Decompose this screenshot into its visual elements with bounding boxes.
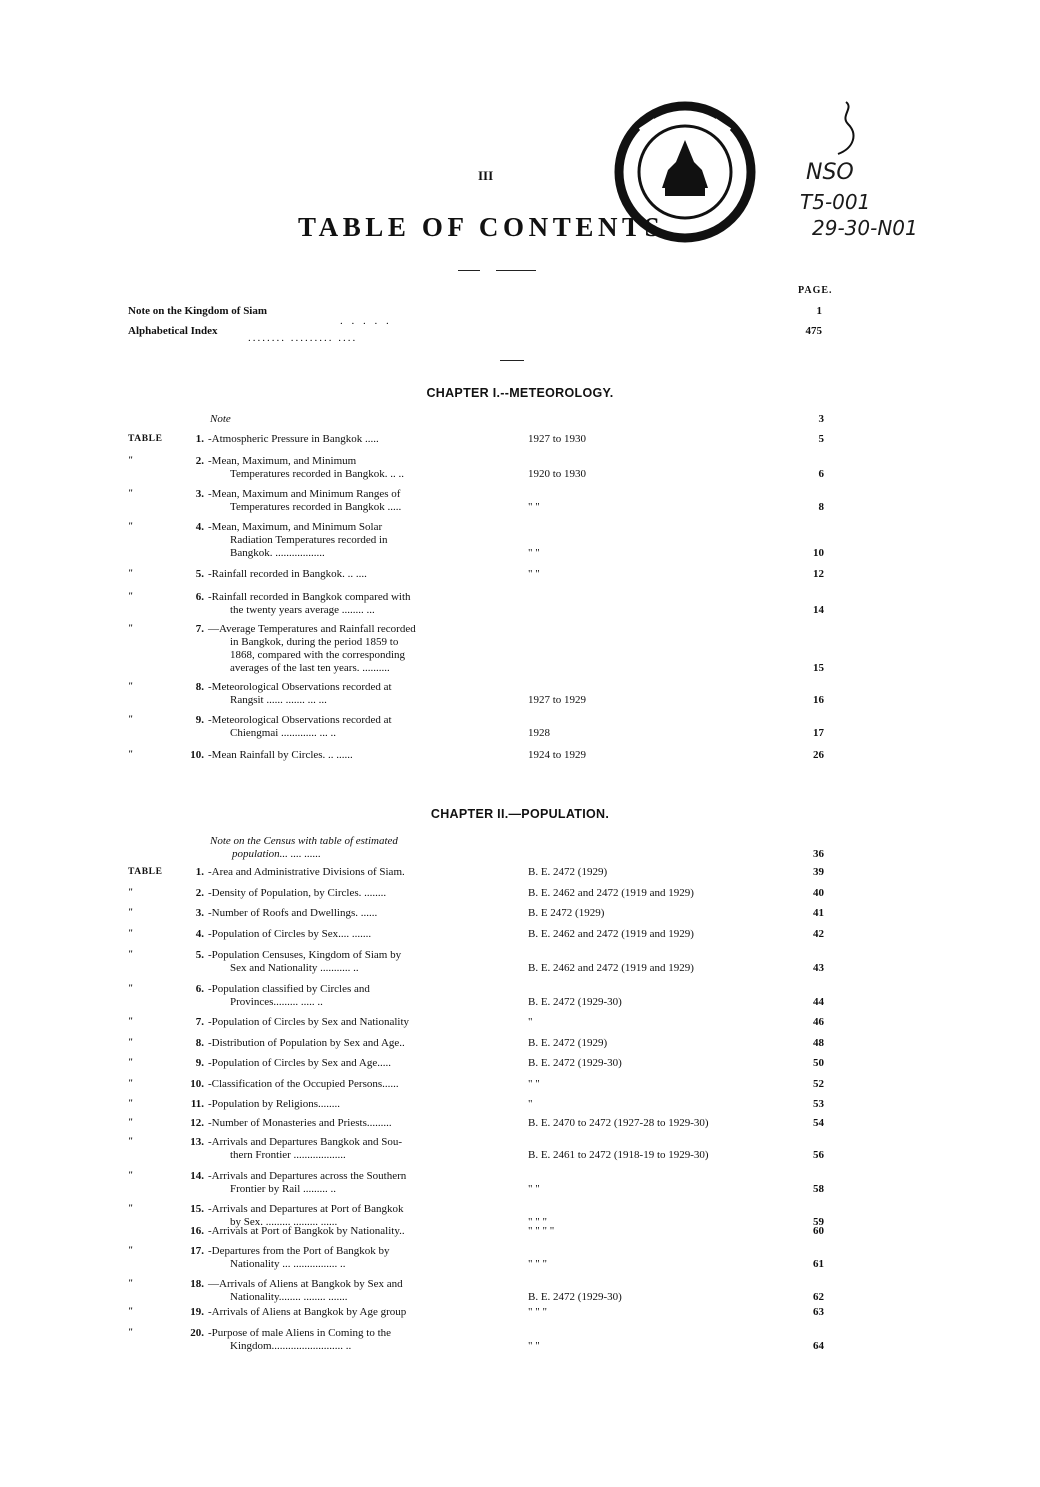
toc-row-label: " (128, 950, 134, 960)
toc-period: B. E. 2470 to 2472 (1927-28 to 1929-30) (528, 1117, 709, 1129)
toc-title-line: the twenty years average ........ ... (230, 604, 375, 616)
toc-title-line: -Rainfall recorded in Bangkok compared with (208, 591, 411, 603)
toc-title-line: -Distribution of Population by Sex and Age.. (208, 1037, 405, 1049)
toc-table-title (208, 1306, 538, 1319)
toc-page: 6 (818, 468, 824, 480)
toc-period: B. E. 2472 (1929) (528, 866, 608, 878)
toc-table-title (208, 1278, 538, 1304)
toc-table-title (208, 488, 538, 514)
toc-title-line: -Arrivals and Departures at Port of Bangkok (208, 1203, 404, 1215)
toc-table-title (208, 1117, 538, 1130)
toc-page: 50 (813, 1057, 824, 1069)
toc-row-label: " (128, 1307, 134, 1317)
toc-table-title (208, 983, 538, 1009)
handwritten-ref-line2: T5-001 (800, 190, 871, 214)
intro-entry (128, 325, 822, 337)
toc-table-title (208, 1016, 538, 1029)
toc-title-line: -Meteorological Observations recorded at (208, 714, 392, 726)
toc-table-number: 15. (190, 1203, 204, 1215)
toc-row-label: " (128, 750, 134, 760)
toc-table-number: 14. (190, 1170, 204, 1182)
toc-page: 3 (818, 413, 824, 425)
toc-period: B. E 2472 (1929) (528, 907, 605, 919)
toc-period: 1924 to 1929 (528, 749, 587, 761)
toc-table-number: 7. (195, 1016, 204, 1028)
toc-title-line: -Number of Roofs and Dwellings. ...... (208, 907, 378, 919)
toc-page: 39 (813, 866, 824, 878)
toc-table-number: 16. (190, 1225, 204, 1237)
toc-period: " " " (528, 1306, 547, 1318)
toc-title-line: 1868, compared with the corresponding (230, 649, 406, 661)
toc-table-number: 6. (195, 983, 204, 995)
toc-page: 8 (818, 501, 824, 513)
document-page: III TABLE OF CONTENTS NSO T5-001 29-30-N01 PAGE. Note on the Kingdom of Siam 1 Alphabetical Index 475 . . . . . ........ ......... .... CHAPTER I.--METEOROLOGY. Note 3 TABLE 1. -Atmospheric Pressure in Bangkok ..... 1927 to 1930 5 " 2. -Mean, Maximum, and Minimum Temperatures recorded in Bangkok. .. .. 1920 to 1930 6 " 3. -Mean, Maximum and Minimum Ranges of Temperatures recorded in Bangkok ..... " " 8 " 4. -Mean, Maximum, and Minimum Solar Radiation Temperatures recorded in Bangkok. .................. " " 10 " 5. -Rainfall recorded in Bangkok. .. .... " " 12 " 6. -Rainfall recorded in Bangkok compared with the twenty years average ........ ... 14 " 7. —Average Temperatures and Rainfall recorded in Bangkok, during the period 1859 to 1868, compared with the corresponding averages of the last ten years. .......... 15 " 8. -Meteorological Observations recorded at Rangsit ...... ....... ... ... 1927 to 1929 16 " 9. -Meteorological Observations recorded at Chiengmai ............. ... .. 1928 17 " 10. -Mean Rainfall by Circles. .. ...... 1924 to 1929 26 CHAPTER II.—POPULATION. Note on the Census with table of estimated population... .... ...... 36 TABLE 1. -Area and Administrative Divisions of Siam. B. E. 2472 (1929) 39 " 2. -Density of Population, by Circles. ........ B. E. 2462 and 2472 (1919 and 1929) 40 " 3. -Number of Roofs and Dwellings. ...... B. E 2472 (1929) 41 " 4. -Population of Circles by Sex.... ....... B. E. 2462 and 2472 (1919 and 1929) 42 " 5. -Population Censuses, Kingdom of Siam by Sex and Nationality ........... .. B. E. 2462 and 2472 (1919 and 1929) 43 " 6. -Population classified by Circles and Provinces......... ..... .. B. E. 2472 (1929-30) 44 " 7. -Population of Circles by Sex and Nationality " 46 " 8. -Distribution of Population by Sex and Age.. B. E. 2472 (1929) 48 " 9. -Population of Circles by Sex and Age..... B. E. 2472 (1929-30) 50 " 10. -Classification of the Occupied Persons...... " " 52 " 11. -Population by Religions........ " 53 " 12. -Number of Monasteries and Priests......... B. E. 2470 to 2472 (1927-28 to 1929-30) 54 " 13. -Arrivals and Departures Bangkok and Sou- thern Frontier ................... B. E. 2461 to 2472 (1918-19 to 1929-30) 56 " 14. -Arrivals and Departures across the Southern Frontier by Rail ......... .. " " 58 " 15. -Arrivals and Departures at Port of Bangkok by Sex. ......... ......... ...... " " " 59 16. -Arrivals at Port of Bangkok by Nationality.. " " " " 60 " 17. -Departures from the Port of Bangkok by Nationality ... ................ .. " " " 61 " 18. —Arrivals of Aliens at Bangkok by Sex and Nationality........ ........ ....... B. E. 2472 (1929-30) 62 " 19. -Arrivals of Aliens at Bangkok by Age group " " " 63 " 20. -Purpose of male Aliens in Coming to the Kingdom.......................... .. " " 64 (0, 0, 1040, 1487)
toc-page: 10 (813, 547, 824, 559)
toc-table-title (208, 1037, 538, 1050)
toc-title-line: in Bangkok, during the period 1859 to (230, 636, 399, 648)
toc-table-title (208, 1136, 538, 1162)
chapter-heading: CHAPTER I.--METEOROLOGY. (426, 386, 614, 400)
page-number-roman: III (478, 168, 494, 183)
toc-table-title (208, 1170, 538, 1196)
toc-title-line: -Meteorological Observations recorded at (208, 681, 392, 693)
toc-title-line: -Mean Rainfall by Circles. .. ...... (208, 749, 353, 761)
toc-page: 42 (813, 928, 824, 940)
toc-table-number: 1. (195, 866, 204, 878)
toc-row-label: " (128, 888, 134, 898)
toc-title-line: Frontier by Rail ......... .. (230, 1183, 337, 1195)
toc-table-title (208, 591, 538, 617)
toc-page: 52 (813, 1078, 824, 1090)
toc-table-title (208, 1057, 538, 1070)
toc-table-title (208, 568, 538, 581)
toc-title-line: Radiation Temperatures recorded in (230, 534, 388, 546)
toc-table-number: 19. (190, 1306, 204, 1318)
toc-period: " (528, 1098, 533, 1110)
toc-period: B. E. 2472 (1929-30) (528, 996, 622, 1008)
toc-row-label: " (128, 1279, 134, 1289)
toc-title-line: -Rainfall recorded in Bangkok. .. .... (208, 568, 367, 580)
toc-title-line: -Arrivals at Port of Bangkok by Nationality.. (208, 1225, 405, 1237)
toc-page: 43 (813, 962, 824, 974)
toc-page: 63 (813, 1306, 824, 1318)
toc-row-label: " (128, 592, 134, 602)
toc-table-number: 4. (195, 928, 204, 940)
toc-table-number: 1. (195, 433, 204, 445)
toc-period: 1927 to 1930 (528, 433, 587, 445)
toc-title-line: -Population of Circles by Sex and Nationality (208, 1016, 410, 1028)
toc-table-title (208, 949, 538, 975)
toc-row-label: " (128, 1038, 134, 1048)
toc-table-number: 9. (195, 714, 204, 726)
toc-title-line: -Mean, Maximum, and Minimum Solar (208, 521, 383, 533)
toc-page: 17 (813, 727, 824, 739)
toc-title-line: averages of the last ten years. .......... (230, 662, 390, 674)
toc-page: 59 (813, 1216, 824, 1228)
toc-page: 44 (813, 996, 824, 1008)
toc-page: 26 (813, 749, 824, 761)
toc-title-line: -Arrivals and Departures across the Southern (208, 1170, 407, 1182)
toc-table-number: 17. (190, 1245, 204, 1257)
toc-title-line: -Arrivals and Departures Bangkok and Sou- (208, 1136, 402, 1148)
toc-title-line: thern Frontier ................... (230, 1149, 346, 1161)
divider (500, 360, 524, 361)
toc-table-title (208, 1245, 538, 1271)
toc-row-label: " (128, 456, 134, 466)
toc-table-number: 9. (195, 1057, 204, 1069)
toc-row-label: " (128, 522, 134, 532)
toc-table-title (208, 866, 538, 879)
toc-title-line: —Average Temperatures and Rainfall recorded (208, 623, 416, 635)
toc-title-line: Chiengmai ............. ... .. (230, 727, 337, 739)
toc-table-number: 6. (195, 591, 204, 603)
toc-row-label: " (128, 1099, 134, 1109)
toc-table-number: 13. (190, 1136, 204, 1148)
toc-title-line: Bangkok. .................. (230, 547, 325, 559)
toc-page: 15 (813, 662, 824, 674)
toc-title-line: -Mean, Maximum, and Minimum (208, 455, 357, 467)
toc-table-title (208, 714, 538, 740)
toc-page: 62 (813, 1291, 824, 1303)
toc-table-title (208, 928, 538, 941)
intro-entry-page: 475 (805, 325, 822, 337)
toc-row-label: " (128, 1017, 134, 1027)
toc-period: B. E. 2472 (1929) (528, 1037, 608, 1049)
toc-title-line: by Sex. ......... ......... ...... (230, 1216, 338, 1228)
toc-note-text (210, 835, 540, 861)
toc-table-number: 8. (195, 1037, 204, 1049)
handwritten-ref-line3: 29-30-N01 (812, 216, 918, 240)
toc-title-line: -Classification of the Occupied Persons...... (208, 1078, 399, 1090)
toc-row-label: " (128, 1246, 134, 1256)
toc-period: B. E. 2472 (1929-30) (528, 1057, 622, 1069)
toc-page: 36 (813, 848, 824, 860)
toc-note-text: Note (210, 413, 231, 425)
divider (496, 270, 536, 271)
toc-table-title (208, 1098, 538, 1111)
toc-title-line: Kingdom.......................... .. (230, 1340, 352, 1352)
toc-row-label: " (128, 929, 134, 939)
toc-row-label: " (128, 1204, 134, 1214)
intro-entry-text: Alphabetical Index (128, 325, 218, 337)
handwritten-ref-line1: NSO (806, 160, 854, 185)
toc-table-title (208, 1078, 538, 1091)
divider (458, 270, 480, 271)
chapter-heading: CHAPTER II.—POPULATION. (430, 807, 610, 821)
toc-period: " " (528, 501, 540, 513)
toc-table-number: 7. (195, 623, 204, 635)
toc-row-label: " (128, 1171, 134, 1181)
toc-row-label: " (128, 1328, 134, 1338)
toc-period: 1927 to 1929 (528, 694, 587, 706)
toc-page: 12 (813, 568, 824, 580)
toc-table-number: 5. (195, 568, 204, 580)
intro-entry (128, 305, 822, 317)
toc-page: 56 (813, 1149, 824, 1161)
toc-table-title (208, 749, 538, 762)
toc-title-line: -Population of Circles by Sex and Age..... (208, 1057, 392, 1069)
toc-table-number: 3. (195, 907, 204, 919)
toc-title-line: -Population classified by Circles and (208, 983, 370, 995)
toc-row-label: " (128, 569, 134, 579)
toc-table-title (208, 907, 538, 920)
toc-title-line: Nationality........ ........ ....... (230, 1291, 348, 1303)
toc-title-line: Provinces......... ..... .. (230, 996, 323, 1008)
toc-table-title (208, 681, 538, 707)
toc-title-line: Nationality ... ................ .. (230, 1258, 346, 1270)
toc-row-label: " (128, 984, 134, 994)
toc-title-line: -Arrivals of Aliens at Bangkok by Age group (208, 1306, 407, 1318)
toc-page: 64 (813, 1340, 824, 1352)
toc-table-number: 3. (195, 488, 204, 500)
toc-table-number: 12. (190, 1117, 204, 1129)
toc-table-number: 5. (195, 949, 204, 961)
toc-period: B. E. 2461 to 2472 (1918-19 to 1929-30) (528, 1149, 709, 1161)
toc-period: " " " (528, 1258, 547, 1270)
toc-period: " " (528, 1340, 540, 1352)
toc-row-label: " (128, 1058, 134, 1068)
toc-title-line: -Purpose of male Aliens in Coming to the (208, 1327, 392, 1339)
toc-title-line: -Area and Administrative Divisions of Siam. (208, 866, 405, 878)
toc-title-line: Temperatures recorded in Bangkok ..... (230, 501, 402, 513)
handwritten-mark-icon (828, 98, 868, 160)
toc-row-label: " (128, 908, 134, 918)
toc-table-number: 20. (190, 1327, 204, 1339)
toc-page: 61 (813, 1258, 824, 1270)
toc-title-line: -Departures from the Port of Bangkok by (208, 1245, 390, 1257)
toc-table-title (208, 455, 538, 481)
toc-title-line: -Density of Population, by Circles. ........ (208, 887, 387, 899)
toc-table-title (208, 887, 538, 900)
toc-title-line: -Population of Circles by Sex.... ....... (208, 928, 372, 940)
toc-table-number: 10. (190, 749, 204, 761)
toc-row-label: " (128, 489, 134, 499)
intro-entry-page: 1 (816, 305, 822, 317)
toc-row-label: " (128, 1118, 134, 1128)
toc-page: 53 (813, 1098, 824, 1110)
toc-table-number: 18. (190, 1278, 204, 1290)
toc-period: " " (528, 1183, 540, 1195)
toc-page: 46 (813, 1016, 824, 1028)
toc-period: 1920 to 1930 (528, 468, 587, 480)
toc-period: " " (528, 1078, 540, 1090)
toc-title-line: Rangsit ...... ....... ... ... (230, 694, 327, 706)
toc-period: " (528, 1016, 533, 1028)
toc-title-line: -Mean, Maximum and Minimum Ranges of (208, 488, 401, 500)
toc-page: 40 (813, 887, 824, 899)
toc-row-label: " (128, 624, 134, 634)
toc-title-line: Temperatures recorded in Bangkok. .. .. (230, 468, 404, 480)
toc-table-number: 8. (195, 681, 204, 693)
toc-row-label: " (128, 1137, 134, 1147)
page-title: TABLE OF CONTENTS (298, 212, 665, 242)
toc-page: 16 (813, 694, 824, 706)
toc-period: B. E. 2462 and 2472 (1919 and 1929) (528, 962, 694, 974)
toc-title-line: -Population by Religions........ (208, 1098, 340, 1110)
toc-row-label: TABLE (128, 867, 163, 877)
toc-title-line: -Number of Monasteries and Priests......... (208, 1117, 392, 1129)
toc-table-number: 4. (195, 521, 204, 533)
toc-period: " " (528, 568, 540, 580)
toc-row-label: " (128, 715, 134, 725)
intro-entry-text: Note on the Kingdom of Siam (128, 305, 268, 317)
official-seal-icon (610, 100, 760, 245)
toc-row-label: TABLE (128, 434, 163, 444)
toc-page: 48 (813, 1037, 824, 1049)
toc-table-title (208, 1327, 538, 1353)
toc-table-number: 10. (190, 1078, 204, 1090)
toc-title-line: -Atmospheric Pressure in Bangkok ..... (208, 433, 379, 445)
toc-table-number: 2. (195, 887, 204, 899)
toc-table-number: 2. (195, 455, 204, 467)
toc-page: 58 (813, 1183, 824, 1195)
toc-period: " " " (528, 1216, 547, 1228)
toc-note-line: Note on the Census with table of estimated (210, 835, 398, 847)
toc-period: 1928 (528, 727, 550, 739)
toc-page: 14 (813, 604, 824, 616)
toc-row-label: " (128, 682, 134, 692)
toc-table-title (208, 521, 538, 560)
toc-page: 41 (813, 907, 824, 919)
toc-title-line: Sex and Nationality ........... .. (230, 962, 359, 974)
toc-page: 60 (813, 1225, 824, 1237)
page-column-header: PAGE. (798, 285, 833, 296)
toc-table-title (208, 1225, 538, 1238)
toc-title-line: -Population Censuses, Kingdom of Siam by (208, 949, 402, 961)
toc-period: B. E. 2462 and 2472 (1919 and 1929) (528, 887, 694, 899)
toc-table-title (208, 623, 538, 675)
toc-note-line: population... .... ...... (232, 848, 321, 860)
toc-title-line: —Arrivals of Aliens at Bangkok by Sex and (208, 1278, 403, 1290)
toc-period: B. E. 2462 and 2472 (1919 and 1929) (528, 928, 694, 940)
toc-page: 5 (818, 433, 824, 445)
toc-period: B. E. 2472 (1929-30) (528, 1291, 622, 1303)
toc-table-number: 11. (190, 1098, 204, 1110)
toc-period: " " (528, 547, 540, 559)
toc-page: 54 (813, 1117, 824, 1129)
toc-row-label: " (128, 1079, 134, 1089)
toc-table-title (208, 433, 538, 446)
toc-period: " " " " (528, 1225, 555, 1237)
